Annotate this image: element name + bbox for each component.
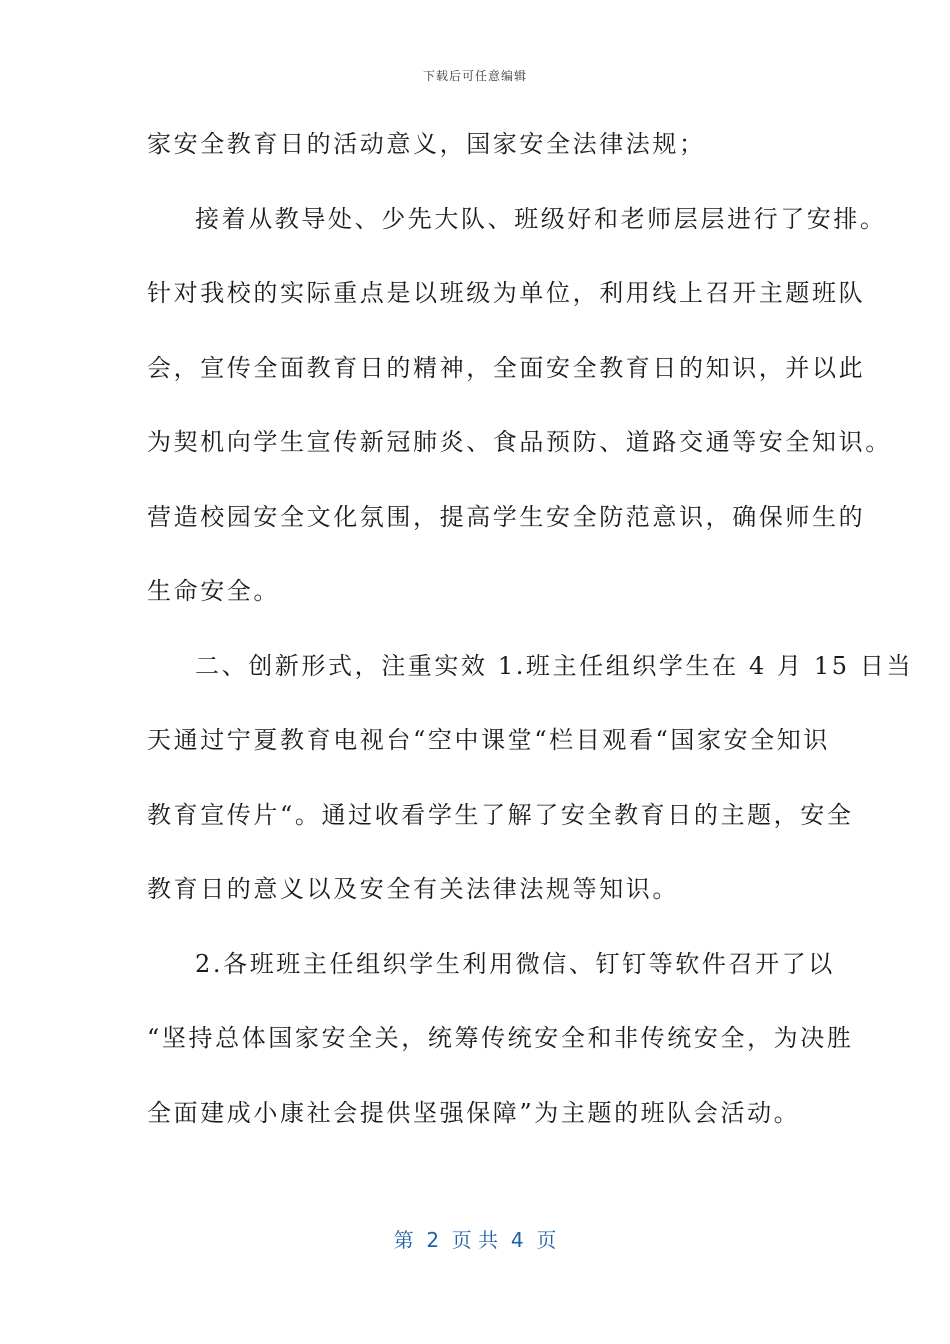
document-body <box>147 126 914 1169</box>
text-line: 二、创新形式，注重实效 1.班主任组织学生在 4 月 15 日当 <box>195 651 914 680</box>
text-line: “坚持总体国家安全关，统筹传统安全和非传统安全，为决胜 <box>147 1024 854 1052</box>
page-header: 下载后可任意编辑 <box>422 69 527 83</box>
text-line: 生命安全。 <box>147 577 280 605</box>
text-line: 接着从教导处、少先大队、班级好和老师层层进行了安排。 <box>195 204 887 233</box>
text-line: 会，宣传全面教育日的精神，全面安全教育日的知识，并以此 <box>147 353 866 382</box>
text-line: 教育日的意义以及安全有关法律法规等知识。 <box>147 875 679 903</box>
page-number-footer: 第 2 页 共 4 页 <box>393 1228 557 1252</box>
text-line: 教育宣传片“。通过收看学生了解了安全教育日的主题，安全 <box>147 800 854 829</box>
text-line: 为契机向学生宣传新冠肺炎、食品预防、道路交通等安全知识。 <box>147 428 892 456</box>
text-line: 针对我校的实际重点是以班级为单位，利用线上召开主题班队 <box>147 279 866 307</box>
text-line: 营造校园安全文化氛围，提高学生安全防范意识，确保师生的 <box>147 502 866 531</box>
text-line: 家安全教育日的活动意义，国家安全法律法规； <box>147 130 706 158</box>
text-line: 全面建成小康社会提供坚强保障”为主题的班队会活动。 <box>147 1098 801 1127</box>
text-line: 2.各班班主任组织学生利用微信、钉钉等软件召开了以 <box>195 949 835 978</box>
text-line: 天通过宁夏教育电视台“空中课堂“栏目观看“国家安全知识 <box>147 726 831 754</box>
